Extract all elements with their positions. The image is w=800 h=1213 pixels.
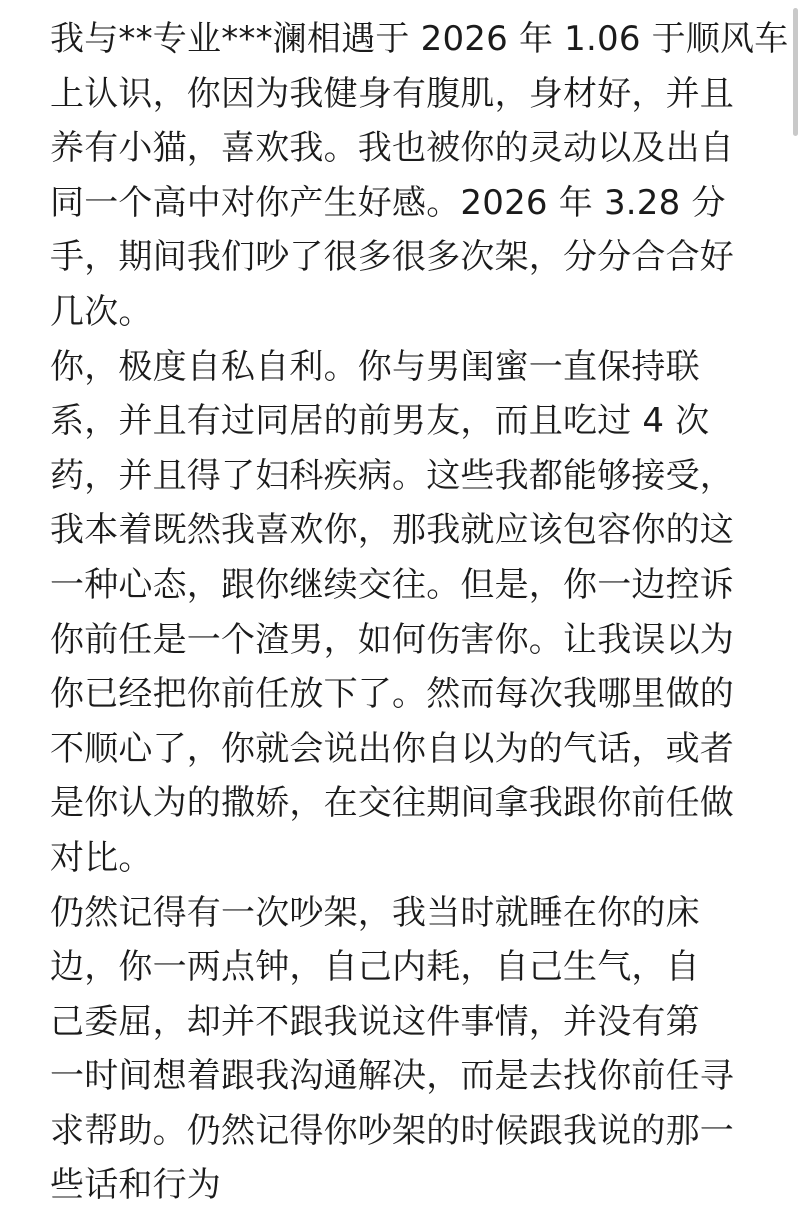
note-line: 你，极度自私自利。你与男闺蜜一直保持联 xyxy=(50,346,700,387)
note-line: 上认识，你因为我健身有腹肌，身材好，并且 xyxy=(50,73,734,114)
note-line: 些话和行为 xyxy=(50,1165,221,1206)
note-line: 药，并且得了妇科疾病。这些我都能够接受， xyxy=(50,455,734,496)
note-line: 一种心态，跟你继续交往。但是，你一边控诉 xyxy=(50,564,734,605)
note-line: 一时间想着跟我沟通解决，而是去找你前任寻 xyxy=(50,1056,734,1097)
note-line: 你前任是一个渣男，如何伤害你。让我误以为 xyxy=(50,619,734,660)
scrollbar-thumb[interactable] xyxy=(793,8,798,136)
note-line: 是你认为的撒娇，在交往期间拿我跟你前任做 xyxy=(50,783,734,824)
note-line: 你已经把你前任放下了。然而每次我哪里做的 xyxy=(50,674,734,715)
note-line: 己委屈，却并不跟我说这件事情，并没有第 xyxy=(50,1001,700,1042)
note-line: 几次。 xyxy=(50,291,153,332)
note-line: 边，你一两点钟，自己内耗，自己生气，自 xyxy=(50,947,700,988)
note-line: 养有小猫，喜欢我。我也被你的灵动以及出自 xyxy=(50,128,734,169)
note-line: 同一个高中对你产生好感。2026 年 3.28 分 xyxy=(50,182,726,223)
note-line: 仍然记得有一次吵架，我当时就睡在你的床 xyxy=(50,892,700,933)
note-line: 对比。 xyxy=(50,837,153,878)
note-text-body[interactable] xyxy=(50,12,789,1213)
note-line: 手，期间我们吵了很多很多次架，分分合合好 xyxy=(50,237,734,278)
note-line: 我与**专业***澜相遇于 2026 年 1.06 于顺风车 xyxy=(50,19,789,59)
note-line: 我本着既然我喜欢你，那我就应该包容你的这 xyxy=(50,510,734,551)
note-line: 系，并且有过同居的前男友，而且吃过 4 次 xyxy=(50,401,710,442)
note-line: 不顺心了，你就会说出你自以为的气话，或者 xyxy=(50,728,734,769)
note-line: 求帮助。仍然记得你吵架的时候跟我说的那一 xyxy=(50,1110,734,1151)
